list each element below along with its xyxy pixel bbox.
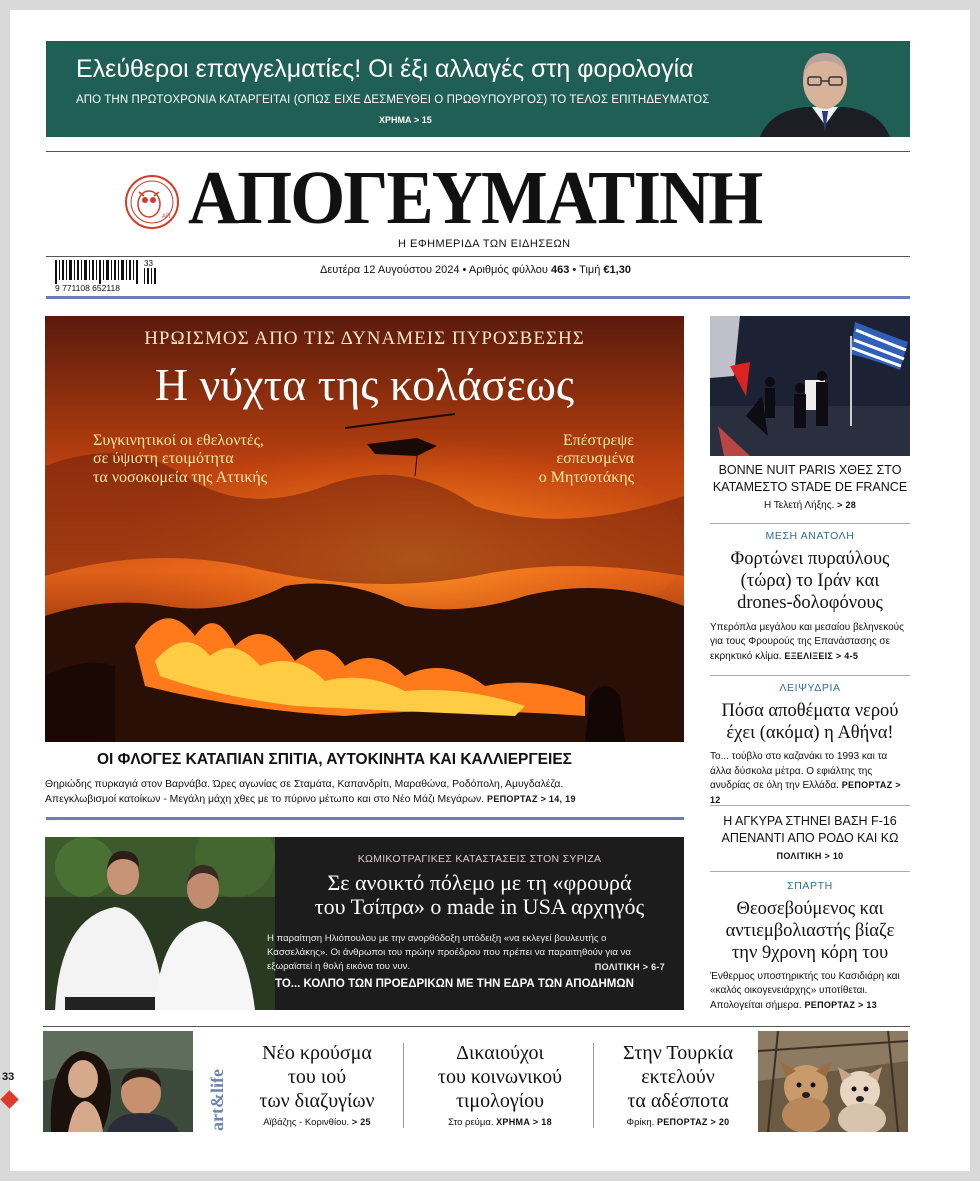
hero-left-line: σε ύψιστη ετοιμότητα [93,450,234,468]
banner-page-ref: ΧΡΗΜΑ > 15 [379,115,432,125]
iran-headline-line: (τώρα) το Ιράν και [740,571,880,592]
right-col-divider [710,675,910,676]
bottom-story-2[interactable] [410,1041,590,1128]
celebrity-couple-photo [43,1031,193,1132]
barcode-issue: 33 [144,259,153,268]
bottom-column-divider [593,1043,594,1128]
bottom-story-2-ref-text: Στο ρεύμα. [448,1117,494,1128]
iran-kicker: ΜΕΣΗ ΑΝΑΤΟΛΗ [765,530,855,542]
bottom-story-3[interactable] [598,1041,758,1128]
syriza-headline-line: του Τσίπρα» ο made in USA αρχηγός [314,893,645,919]
svg-text:ΑΠ: ΑΠ [162,214,171,220]
banner-headline: Ελεύθεροι επαγγελματίες! Οι έξι αλλαγές στη φορολογία [76,55,694,83]
right-col-divider [710,523,910,524]
hero-body-line: Θηριώδης πυρκαγιά στον Βαρνάβα. Ώρες αγωνίας σε Σταμάτα, Καπανδρίτι, Μαραθώνα, Ροδόπολη, Αμυγδαλέζα. [45,779,564,790]
bottom-column-divider [403,1043,404,1128]
couple-photo[interactable] [43,1031,193,1132]
hero-left-line: τα νοσοκομεία της Αττικής [93,468,268,486]
issue-number: 463 [551,264,570,276]
masthead-top-rule [46,151,910,152]
right-col-divider [710,871,910,872]
f16-headline-line: Η ΑΓΚΥΡΑ ΣΤΗΝΕΙ ΒΑΣΗ F-16 [723,814,897,828]
iran-headline-line: drones-δολοφόνους [737,593,883,614]
right-col-divider [710,805,910,806]
sparti-headline-line: Θεοσεβούμενος και [736,899,884,919]
syriza-headline [275,871,684,919]
bottom-story-2-line: τιμολογίου [456,1090,544,1112]
paris-headline-line: BONNE NUIT PARIS ΧΘΕΣ ΣΤΟ [718,463,902,477]
bottom-story-2-headline [410,1041,590,1113]
sparti-page-ref[interactable]: ΡΕΠΟΡΤΑΖ > 13 [804,999,877,1010]
bottom-story-3-headline [598,1041,758,1113]
banner-subhead: ΑΠΟ ΤΗΝ ΠΡΩΤΟΧΡΟΝΙΑ ΚΑΤΑΡΓΕΙΤΑΙ (ΟΠΩΣ ΕΙΧΕ ΔΕΣΜΕΥΘΕΙ Ο ΠΡΩΘΥΠΟΥΡΓΟΣ) ΤΟ ΤΕΛΟΣ ΕΠΙΤΗΔΕΥΜΑΤΟΣ [76,94,710,106]
hero-subhead-right [539,432,634,487]
hero-headline: Η νύχτα της κολάσεως [154,359,575,410]
hero-body-line: Απεγκλωβισμοί κατοίκων - Μεγάλη μάχη χθες με το πύρινο μέτωπο και στο Νέο Μάζι Μεγάρων. [45,794,485,806]
hero-page-ref[interactable]: ΡΕΠΟΡΤΑΖ > 14, 19 [487,794,576,805]
f16-story[interactable] [710,813,910,862]
water-headline-line: έχει (ακόμα) η Αθήνα! [726,723,894,744]
syriza-kicker: ΚΩΜΙΚΟΤΡΑΓΙΚΕΣ ΚΑΤΑΣΤΑΣΕΙΣ ΣΤΟΝ ΣΥΡΙΖΑ [357,853,602,865]
stray-dogs-photo[interactable] [758,1031,908,1132]
politician-portrait [750,49,900,137]
price-label: Τιμή [579,264,601,276]
art-and-life-label: art&life [207,1069,227,1131]
closing-ceremony-photo [710,316,910,456]
newspaper-title[interactable]: ΑΠΟΓΕΥΜΑΤΙΝΗ [188,156,762,240]
newspaper-page [10,10,970,1171]
bottom-story-3-page-ref[interactable]: ΡΕΠΟΡΤΑΖ > 20 [656,1117,730,1127]
bottom-story-1-line: του ιού [287,1066,347,1088]
top-banner[interactable] [46,41,910,137]
dateline: Δευτέρα 12 Αυγούστου 2024 • Αριθμός φύλλου 463 • Τιμή €1,30 [320,264,631,276]
sparti-body: Ένθερμος υποστηρικτής του Κασιδιάρη και «καλός οικογενειάρχης» υποτίθεται. Απολογείται σήμερα. [710,970,900,1011]
art-and-life-brand-logo [206,1043,230,1133]
hero-caption[interactable]: ΟΙ ΦΛΟΓΕΣ ΚΑΤΑΠΙΑΝ ΣΠΙΤΙΑ, ΑΥΤΟΚΙΝΗΤΑ ΚΑΙ ΚΑΛΛΙΕΡΓΕΙΕΣ [97,751,572,768]
f16-page-ref[interactable]: ΠΟΛΙΤΙΚΗ > 10 [776,850,844,861]
water-story[interactable] [710,682,910,808]
masthead-tagline: Η ΕΦΗΜΕΡΙΔΑ ΤΩΝ ΕΙΔΗΣΕΩΝ [398,238,571,250]
bottom-story-3-ref-text: Φρίκη. [626,1117,655,1128]
iran-headline [710,548,910,615]
iran-story[interactable] [710,530,910,664]
bottom-story-2-page-ref[interactable]: ΧΡΗΜΑ > 18 [496,1117,552,1127]
bottom-story-2-line: του κοινωνικού [437,1066,563,1088]
bottom-story-1-headline [232,1041,402,1113]
hero-bottom-divider [46,817,684,820]
paris-photo[interactable] [710,316,910,456]
hero-subhead-left [93,432,267,487]
owl-logo-icon [124,174,180,230]
bottom-story-1-line: των διαζυγίων [259,1090,375,1112]
paris-page-ref[interactable]: > 28 [837,499,857,510]
sparti-headline [710,898,910,965]
iran-headline-line: Φορτώνει πυραύλους [730,549,890,569]
hero-right-line: ο Μητσοτάκης [538,468,634,486]
water-body: Το... τούβλο στο καζανάκι το 1993 και τα άλλα δύσκολα μέτρα. Ο εφιάλτης της ανυδρίας σε όλη την Ελλάδα. [710,751,888,792]
section-divider [46,296,910,299]
puppies-photo [758,1031,908,1132]
bottom-story-1-page-ref[interactable]: > 25 [351,1117,371,1127]
iran-body: Υπερόπλα μεγάλου και μεσαίου βεληνεκούς για τους Φρουρούς της Επανάστασης σε εκρηκτικό κλίμα. [710,621,904,662]
bottom-story-2-line: Δικαιούχοι [456,1042,544,1064]
barcode-number: 9 771108 652118 [55,283,120,293]
bottom-story-1[interactable] [232,1041,402,1128]
syriza-bottom-line: ΤΟ... ΚΟΛΠΟ ΤΩΝ ΠΡΟΕΔΡΙΚΩΝ ΜΕ ΤΗΝ ΕΔΡΑ ΤΩΝ ΑΠΟΔΗΜΩΝ [275,978,634,990]
bottom-story-1-ref-text: Αϊβάζης - Κορινθίου. [263,1117,350,1128]
sparti-story[interactable] [710,880,910,1013]
syriza-headline-line: Σε ανοικτό πόλεμο με τη «φρουρά [327,870,632,895]
iran-page-ref[interactable]: ΕΞΕΛΙΞΕΙΣ > 4-5 [784,650,859,661]
paris-story[interactable] [710,462,910,512]
f16-headline-line: ΑΠΕΝΑΝΤΙ ΑΠΟ ΡΟΔΟ ΚΑΙ ΚΩ [721,830,899,845]
page-number: 33 [2,1071,15,1083]
issue-date: Δευτέρα 12 Αυγούστου 2024 [320,264,460,276]
issue-label: Αριθμός φύλλου [468,264,548,276]
bottom-story-3-line: τα αδέσποτα [627,1090,729,1112]
syriza-body-text: Η παραίτηση Ηλιόπουλου με την ανορθόδοξη υπόδειξη «να εκλεγεί βουλευτής ο Κασσελάκης». Οι άνθρωποι του πρώην προέδρου που πρέπει να παραιτηθούν για να εξωραϊστεί η θολή εικόνα του νυν. [267,933,631,972]
sparti-kicker: ΣΠΑΡΤΗ [787,880,833,892]
bottom-story-1-line: Νέο κρούσμα [262,1042,372,1064]
hero-left-line: Συγκινητικοί οι εθελοντές, [93,432,264,449]
paris-headline-line: ΚΑΤΑΜΕΣΤΟ STADE DE FRANCE [712,479,908,494]
water-headline-line: Πόσα αποθέματα νερού [721,701,899,721]
water-kicker: ΛΕΙΨΥΔΡΙΑ [779,682,841,694]
bottom-strip-rule [43,1026,910,1027]
hero-right-line: Επέστρεψε [562,432,634,449]
syriza-story[interactable] [45,837,684,1010]
issue-price: €1,30 [603,264,631,276]
hero-kicker: ΗΡΩΙΣΜΟΣ ΑΠΟ ΤΙΣ ΔΥΝΑΜΕΙΣ ΠΥΡΟΣΒΕΣΗΣ [144,328,585,349]
hero-body [45,777,685,807]
hero-right-line: εσπευσμένα [556,450,634,468]
politicians-photo [45,837,275,1010]
dateline-top-rule [46,256,910,257]
paris-ref-text: Η Τελετή Λήξης. [763,499,835,511]
water-page-ref[interactable]: ΡΕΠΟΡΤΑΖ > 12 [710,780,901,805]
syriza-body [267,932,665,974]
bottom-story-3-line: εκτελούν [641,1066,715,1088]
bottom-story-3-line: Στην Τουρκία [622,1042,734,1064]
water-headline [710,700,910,744]
syriza-page-ref[interactable]: ΠΟΛΙΤΙΚΗ > 6-7 [594,961,665,972]
sparti-headline-line: την 9χρονη κόρη του [731,943,889,964]
hero-story-image[interactable] [45,316,684,742]
sparti-headline-line: αντιεμβολιαστής βίαζε [725,921,895,942]
